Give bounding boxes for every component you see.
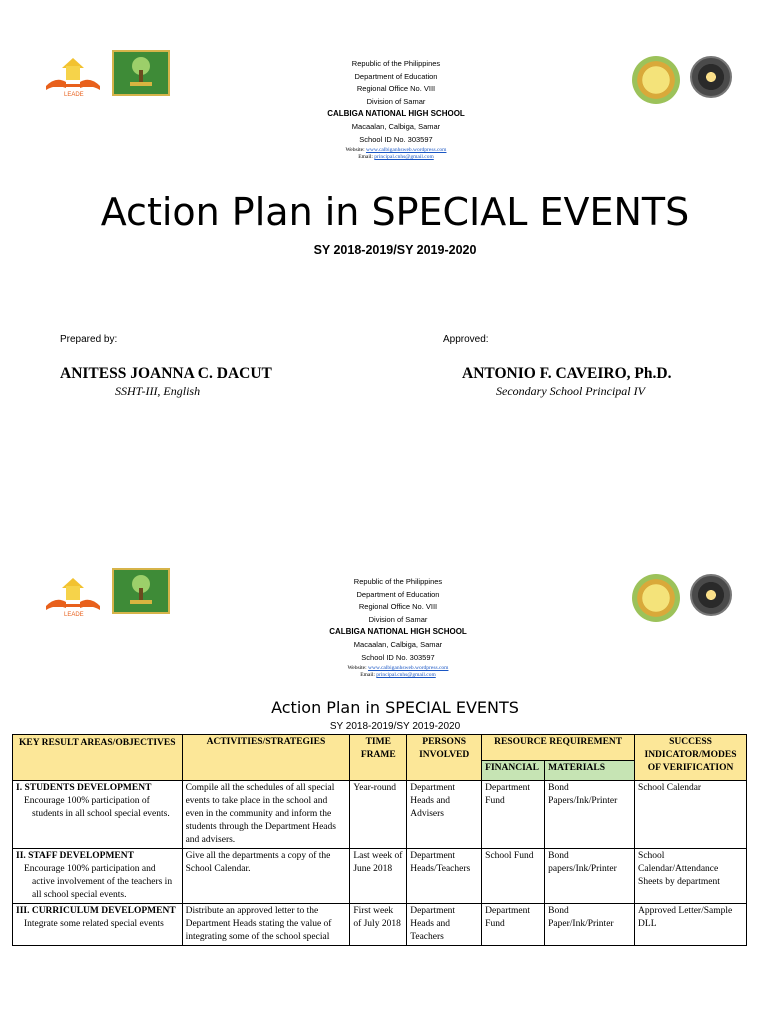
activities-cell: Give all the departments a copy of the School Calendar. <box>182 849 350 904</box>
persons-cell: Department Heads/Teachers <box>407 849 482 904</box>
table-header-row <box>13 735 747 761</box>
school-year: SY 2018-2019/SY 2019-2020 <box>313 243 477 257</box>
prepared-by-label: Prepared by: <box>60 334 118 345</box>
materials-cell: Bond Paper/Ink/Printer <box>545 904 635 946</box>
website-link[interactable]: www.calbiganhsweb.wordpress.com <box>368 665 449 672</box>
letterhead-line: Department of Education <box>354 71 438 81</box>
time-cell: Last week of June 2018 <box>350 849 407 904</box>
success-cell: Approved Letter/Sample DLL <box>635 904 747 946</box>
header-financial: FINANCIAL <box>482 761 545 781</box>
school-address: Macaalan, Calbiga, Samar <box>351 121 441 131</box>
svg-text:LEADE: LEADE <box>64 92 84 98</box>
header-resource: RESOURCE REQUIREMENT <box>482 735 635 761</box>
time-cell: Year-round <box>350 781 407 849</box>
header-kra: KEY RESULT AREAS/OBJECTIVES <box>13 735 183 781</box>
financial-cell: School Fund <box>482 849 545 904</box>
letterhead-line: Republic of the Philippines <box>351 59 441 68</box>
letterhead-line: Republic of the Philippines <box>353 577 443 586</box>
table-row <box>13 781 747 849</box>
activities-cell: Distribute an approved letter to the Department Heads stating the value of integrating some of the school special <box>182 904 350 946</box>
letterhead-line: Division of Samar <box>368 614 428 624</box>
persons-cell: Department Heads and Teachers <box>407 904 482 946</box>
kra-cell <box>13 849 183 904</box>
letterhead-line: Regional Office No. VIII <box>356 84 436 94</box>
letterhead-top <box>0 0 768 161</box>
financial-cell: Department Fund <box>482 904 545 946</box>
success-cell: School Calendar/Attendance Sheets by department <box>635 849 747 904</box>
approved-label: Approved: <box>443 334 489 345</box>
header-materials: MATERIALS <box>545 761 635 781</box>
letterhead-line: Division of Samar <box>366 96 426 106</box>
kra-title: II. STAFF DEVELOPMENT <box>16 851 134 861</box>
preparer-name: ANITESS JOANNA C. DACUT <box>60 365 272 382</box>
school-address: Macaalan, Calbiga, Samar <box>353 639 443 649</box>
website-line: Website: www.calbiganhsweb.wordpress.com <box>345 147 447 154</box>
header-success: SUCCESS INDICATOR/MODES OF VERIFICATION <box>635 735 747 781</box>
kra-description: Encourage 100% participation and active involvement of the teachers in all school special events. <box>24 864 173 900</box>
email-link[interactable]: principal.cnhs@gmail.com <box>374 154 434 161</box>
leader-logo <box>40 572 106 618</box>
kra-title: III. CURRICULUM DEVELOPMENT <box>16 906 176 916</box>
email-line: Email: principal.cnhs@gmail.com <box>358 154 434 161</box>
table-school-year: SY 2018-2019/SY 2019-2020 <box>329 721 461 732</box>
letterhead-line: Regional Office No. VIII <box>358 602 438 612</box>
table-row <box>13 904 747 946</box>
time-cell: First week of July 2018 <box>350 904 407 946</box>
email-link[interactable]: principal.cnhs@gmail.com <box>376 672 436 679</box>
svg-text:LEADE: LEADE <box>64 612 84 618</box>
school-logo <box>112 50 170 96</box>
persons-cell: Department Heads and Advisers <box>407 781 482 849</box>
kra-description: Integrate some related special events <box>24 919 164 929</box>
action-plan-table <box>12 734 747 946</box>
school-id: School ID No. 303597 <box>359 134 433 144</box>
success-cell: School Calendar <box>635 781 747 849</box>
page-title: Action Plan in SPECIAL EVENTS <box>100 190 690 234</box>
letterhead-line: Department of Education <box>356 589 440 599</box>
email-line: Email: principal.cnhs@gmail.com <box>360 672 436 679</box>
table-title: Action Plan in SPECIAL EVENTS <box>271 698 519 717</box>
kra-description: Encourage 100% participation of students in all school special events. <box>24 796 170 819</box>
header-persons: PERSONS INVOLVED <box>407 735 482 781</box>
letterhead-second <box>0 520 768 679</box>
materials-cell: Bond Papers/Ink/Printer <box>545 781 635 849</box>
kra-cell <box>13 904 183 946</box>
seal-logo <box>632 574 680 622</box>
activities-cell: Compile all the schedules of all special events to take place in the school and even in the community and inform the students through the Department Heads and advisers. <box>182 781 350 849</box>
table-row <box>13 849 747 904</box>
header-time: TIME FRAME <box>350 735 407 781</box>
deped-logo <box>690 574 732 616</box>
kra-cell <box>13 781 183 849</box>
leader-logo <box>40 52 106 98</box>
seal-logo <box>632 56 680 104</box>
approver-position: Secondary School Principal IV <box>496 384 645 398</box>
school-name: CALBIGA NATIONAL HIGH SCHOOL <box>327 109 465 119</box>
school-name: CALBIGA NATIONAL HIGH SCHOOL <box>329 627 467 637</box>
school-logo <box>112 568 170 614</box>
website-link[interactable]: www.calbiganhsweb.wordpress.com <box>366 147 447 154</box>
kra-title: I. STUDENTS DEVELOPMENT <box>16 783 152 793</box>
materials-cell: Bond papers/Ink/Printer <box>545 849 635 904</box>
preparer-position: SSHT-III, English <box>115 384 201 398</box>
financial-cell: Department Fund <box>482 781 545 849</box>
approver-name: ANTONIO F. CAVEIRO, Ph.D. <box>462 365 672 382</box>
letterhead-text <box>248 576 548 680</box>
deped-logo <box>690 56 732 98</box>
letterhead-text <box>246 58 546 162</box>
website-line: Website: www.calbiganhsweb.wordpress.com <box>347 665 449 672</box>
header-activities: ACTIVITIES/STRATEGIES <box>182 735 350 781</box>
school-id: School ID No. 303597 <box>361 652 435 662</box>
